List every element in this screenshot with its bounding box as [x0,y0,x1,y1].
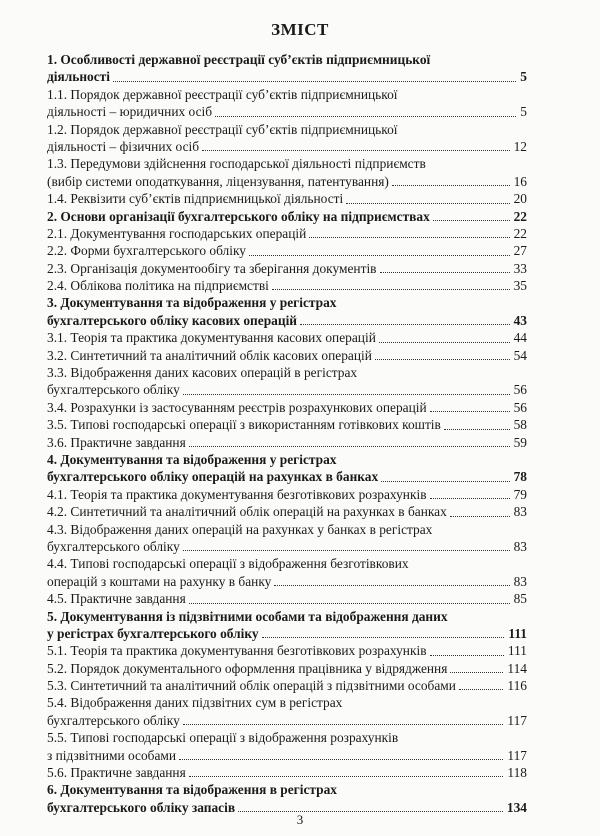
toc-line [47,364,527,381]
toc-page-number: 12 [513,138,527,154]
page-number: 3 [296,812,304,827]
toc-entry-text: 2.3. Організація документообігу та зберігання документів [47,260,377,276]
toc-entry-text: 5.6. Практичне завдання [47,765,186,781]
toc-page-number: 117 [507,747,527,763]
dot-leader [262,637,504,638]
toc-entry-text: 3.1. Теорія та практика документування касових операцій [47,330,376,346]
toc-entry-text: 3.5. Типові господарські операції з використанням готівкових коштів [47,417,441,433]
toc-entry-text: 4.3. Відображення даних операцій на рахунках у банках в регістрах [47,521,433,537]
toc-page-number: 111 [508,625,527,641]
toc-page-number: 16 [513,173,527,189]
toc-section [47,486,527,503]
dot-leader [433,220,510,221]
toc-line [47,68,527,85]
toc-line [47,486,527,503]
toc-page-number: 83 [513,573,527,589]
toc-section [47,729,527,764]
toc-page-number: 5 [520,104,527,120]
toc-section [47,590,527,607]
toc-section [47,260,527,277]
toc-entry-text: 3.4. Розрахунки із застосуванням реєстрів розрахункових операцій [47,399,427,415]
toc-page-number: 58 [513,417,527,433]
dot-leader [430,498,510,499]
dot-leader [274,585,510,586]
toc-chapter [47,294,527,329]
toc-line [47,208,527,225]
dot-leader [189,776,503,777]
dot-leader [450,672,503,673]
toc-section [47,121,527,156]
toc-entry-text: бухгалтерського обліку [47,382,180,398]
toc-section [47,277,527,294]
toc-entry-text: 4.1. Теорія та практика документування безготівкових розрахунків [47,486,427,502]
toc-line [47,416,527,433]
toc-line [47,121,527,138]
dot-leader [189,446,510,447]
toc-line [47,225,527,242]
toc-chapter [47,51,527,86]
toc-entry-text: 2.1. Документування господарських операцій [47,225,307,241]
toc-page-number: 79 [513,486,527,502]
dot-leader [392,185,510,186]
dot-leader [459,689,503,690]
dot-leader [183,550,510,551]
toc-section [47,190,527,207]
toc-page-number: 22 [513,208,527,224]
toc-entry-text: бухгалтерського обліку [47,538,180,554]
toc-line [47,103,527,120]
toc-page-number: 111 [507,643,527,659]
dot-leader [430,411,510,412]
toc-entry-text: 3.3. Відображення даних касових операцій в регістрах [47,365,358,381]
toc-line [47,729,527,746]
toc-page-number: 85 [513,591,527,607]
toc-page-number: 54 [513,347,527,363]
toc-entry-text: 4.4. Типові господарські операції з відображення безготівкових [47,556,409,572]
toc-entry-text: діяльності – фізичних осіб [47,138,200,154]
toc-line [47,381,527,398]
toc-section [47,347,527,364]
toc-entry-text: 1. Особливості державної реєстрації суб’єктів підприємницької [47,52,431,67]
toc-page-number: 117 [507,712,527,728]
toc-entry-text: діяльності [47,69,110,85]
dot-leader [379,342,510,343]
toc-entry-text: 4.2. Синтетичний та аналітичний облік операцій на рахунках в банках [47,504,447,520]
dot-leader [249,255,510,256]
dot-leader [183,724,503,725]
toc-entry-text: діяльності – юридичних осіб [47,104,213,120]
toc-entry-text: 5.3. Синтетичний та аналітичний облік операцій з підзвітними особами [47,678,456,694]
toc-section [47,694,527,729]
toc-line [47,155,527,172]
toc-section [47,416,527,433]
toc-page-number: 33 [513,260,527,276]
dot-leader [179,759,503,760]
toc-entry-text: 3.2. Синтетичний та аналітичний облік касових операцій [47,347,372,363]
toc-line [47,138,527,155]
toc-entry-text: (вибір системи оподаткування, ліцензування, патентування) [47,173,389,189]
toc-chapter [47,451,527,486]
toc-page-number: 20 [513,191,527,207]
toc-page-number: 35 [513,278,527,294]
toc-section [47,434,527,451]
toc-section [47,155,527,190]
toc-entry-text: 2.4. Облікова політика на підприємстві [47,278,269,294]
toc-line [47,573,527,590]
dot-leader [430,655,504,656]
toc-line [47,677,527,694]
toc-line [47,329,527,346]
toc-page-number: 83 [513,538,527,554]
toc-entry-text: 5.2. Порядок документального оформлення працівника у відрядження [47,660,448,676]
toc-page-number: 78 [513,469,527,485]
toc-line [47,347,527,364]
toc-entry-text: у регістрах бухгалтерського обліку [47,625,259,641]
dot-leader [450,516,510,517]
toc-line [47,173,527,190]
toc-page-number: 22 [513,225,527,241]
toc-page-number: 56 [513,382,527,398]
toc-line [47,51,527,68]
toc-page-number: 118 [507,765,527,781]
toc-entry-text: бухгалтерського обліку [47,712,180,728]
toc-entry-text: бухгалтерського обліку операцій на рахунках в банках [47,469,379,485]
toc-line [47,451,527,468]
toc-entry-text: бухгалтерського обліку касових операцій [47,312,298,328]
toc-line [47,86,527,103]
toc-line [47,781,527,798]
toc-chapter [47,781,527,816]
dot-leader [346,203,510,204]
dot-leader [272,289,510,290]
toc-entry-text: 5.5. Типові господарські операції з відображення розрахунків [47,730,399,746]
toc-entry-text: 2.2. Форми бухгалтерського обліку [47,243,246,259]
toc-page-number: 83 [513,504,527,520]
toc-entry-text: 6. Документування та відображення в регістрах [47,782,338,798]
toc-line [47,538,527,555]
toc-section [47,364,527,399]
toc-section [47,555,527,590]
toc-line [47,608,527,625]
toc-line [47,712,527,729]
dot-leader [380,272,510,273]
toc-line [47,277,527,294]
toc-line [47,747,527,764]
toc-entry-text: 5.4. Відображення даних підзвітних сум в регістрах [47,695,343,711]
toc-page-number: 114 [507,660,527,676]
toc-section [47,242,527,259]
dot-leader [215,116,516,117]
dot-leader [189,603,510,604]
toc-line [47,694,527,711]
toc-section [47,642,527,659]
toc-section [47,225,527,242]
toc-line [47,503,527,520]
toc-entry-text: 5.1. Теорія та практика документування безготівкових розрахунків [47,643,427,659]
toc-line [47,312,527,329]
table-of-contents [47,51,527,816]
toc-line [47,764,527,781]
toc-entry-text: 4.5. Практичне завдання [47,591,186,607]
toc-line [47,294,527,311]
toc-section [47,86,527,121]
dot-leader [202,150,510,151]
toc-entry-text: операцій з коштами на рахунку в банку [47,573,272,589]
dot-leader [375,359,510,360]
toc-line [47,660,527,677]
toc-line [47,190,527,207]
page-title: ЗМІСТ [271,20,329,39]
toc-chapter [47,208,527,225]
dot-leader [113,81,516,82]
toc-entry-text: з підзвітними особами [47,747,177,763]
toc-section [47,399,527,416]
toc-page-number: 59 [513,434,527,450]
toc-entry-text: 1.2. Порядок державної реєстрації суб’єктів підприємницької [47,121,398,137]
toc-line [47,590,527,607]
toc-entry-text: 3.6. Практичне завдання [47,434,186,450]
toc-section [47,764,527,781]
toc-entry-text: бухгалтерського обліку запасів [47,799,236,815]
toc-section [47,677,527,694]
toc-section [47,503,527,520]
toc-entry-text: 1.3. Передумови здійснення господарської діяльності підприємств [47,156,426,172]
toc-page-number: 44 [513,330,527,346]
toc-section [47,329,527,346]
dot-leader [444,429,510,430]
toc-line [47,521,527,538]
toc-line [47,468,527,485]
toc-page-number: 5 [520,69,527,85]
toc-line [47,642,527,659]
dot-leader [381,481,510,482]
toc-section [47,521,527,556]
toc-section [47,660,527,677]
toc-chapter [47,608,527,643]
toc-entry-text: 5. Документування із підзвітними особами та відображення даних [47,608,448,624]
toc-line [47,555,527,572]
toc-line [47,399,527,416]
toc-page-number: 43 [513,312,527,328]
toc-entry-text: 3. Документування та відображення у регістрах [47,295,337,311]
dot-leader [300,324,510,325]
toc-line [47,242,527,259]
toc-entry-text: 1.1. Порядок державної реєстрації суб’єктів підприємницької [47,86,398,102]
toc-entry-text: 1.4. Реквізити суб’єктів підприємницької діяльності [47,191,344,207]
toc-line [47,260,527,277]
toc-page-number: 116 [507,678,527,694]
toc-page-number: 27 [513,243,527,259]
toc-page-number: 56 [513,399,527,415]
toc-line [47,434,527,451]
dot-leader [309,237,510,238]
toc-line [47,625,527,642]
dot-leader [183,394,510,395]
toc-entry-text: 4. Документування та відображення у регістрах [47,451,337,467]
toc-entry-text: 2. Основи організації бухгалтерського обліку на підприємствах [47,208,430,224]
toc-page-number: 134 [506,799,527,815]
